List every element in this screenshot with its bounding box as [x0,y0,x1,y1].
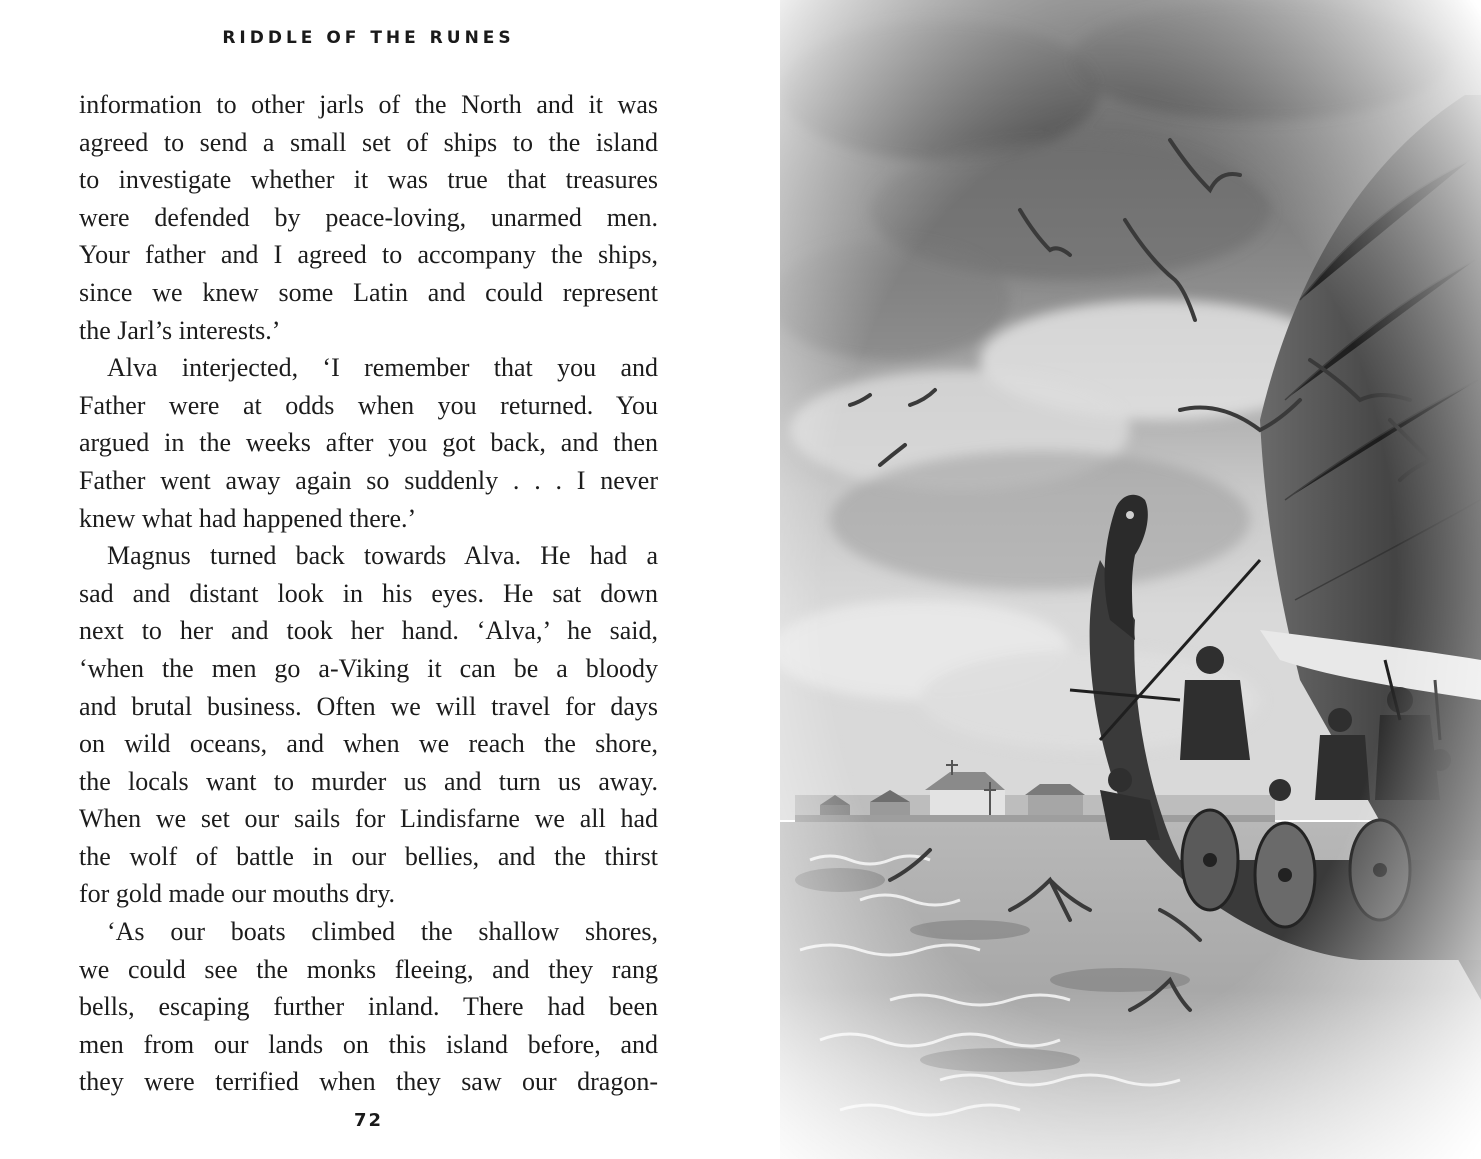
text-line: and brutal business. Often we will travel for days [79,691,658,721]
paragraph [79,537,658,913]
text-line: Magnus turned back towards Alva. He had a [107,541,658,571]
body-text [79,86,658,1101]
text-line: were defended by peace-loving, unarmed men. [79,202,658,232]
running-head: RIDDLE OF THE RUNES [222,28,515,48]
right-page [740,0,1481,1159]
text-line: information to other jarls of the North and it was [79,90,658,119]
text-line: on wild oceans, and when we reach the shore, [79,729,658,759]
text-line: Alva interjected, ‘I remember that you and [107,353,658,383]
text-line: bells, escaping further inland. There had been [79,992,658,1022]
text-line: ‘when the men go a-Viking it can be a bloody [79,653,658,683]
text-line: Father went away again so suddenly . . . I never [79,465,658,495]
text-line: for gold made our mouths dry. [79,879,396,909]
text-line: Your father and I agreed to accompany the ships, [79,240,658,270]
text-line: the locals want to murder us and turn us away. [79,766,658,796]
text-line: the Jarl’s interests.’ [79,315,281,345]
text-line: to investigate whether it was true that treasures [79,165,658,195]
text-line: Father were at odds when you returned. You [79,390,658,420]
viking-longship-illustration [740,0,1481,1159]
text-line: agreed to send a small set of ships to the island [79,127,658,157]
paragraph [79,913,658,1101]
text-line: they were terrified when they saw our dragon- [79,1067,658,1097]
paragraph [79,349,658,537]
left-page [0,0,740,1159]
text-line: the wolf of battle in our bellies, and the thirst [79,841,658,871]
text-line: we could see the monks fleeing, and they rang [79,954,658,984]
text-line: ‘As our boats climbed the shallow shores, [107,917,658,947]
text-line: sad and distant look in his eyes. He sat down [79,578,658,608]
text-line: When we set our sails for Lindisfarne we all had [79,804,658,834]
text-line: men from our lands on this island before, and [79,1029,658,1059]
text-line: next to her and took her hand. ‘Alva,’ he said, [79,616,658,646]
text-line: argued in the weeks after you got back, and then [79,428,658,458]
text-line: since we knew some Latin and could represent [79,277,658,307]
paragraph [79,86,658,349]
text-line: knew what had happened there.’ [79,503,417,533]
page-number: 72 [353,1110,384,1131]
